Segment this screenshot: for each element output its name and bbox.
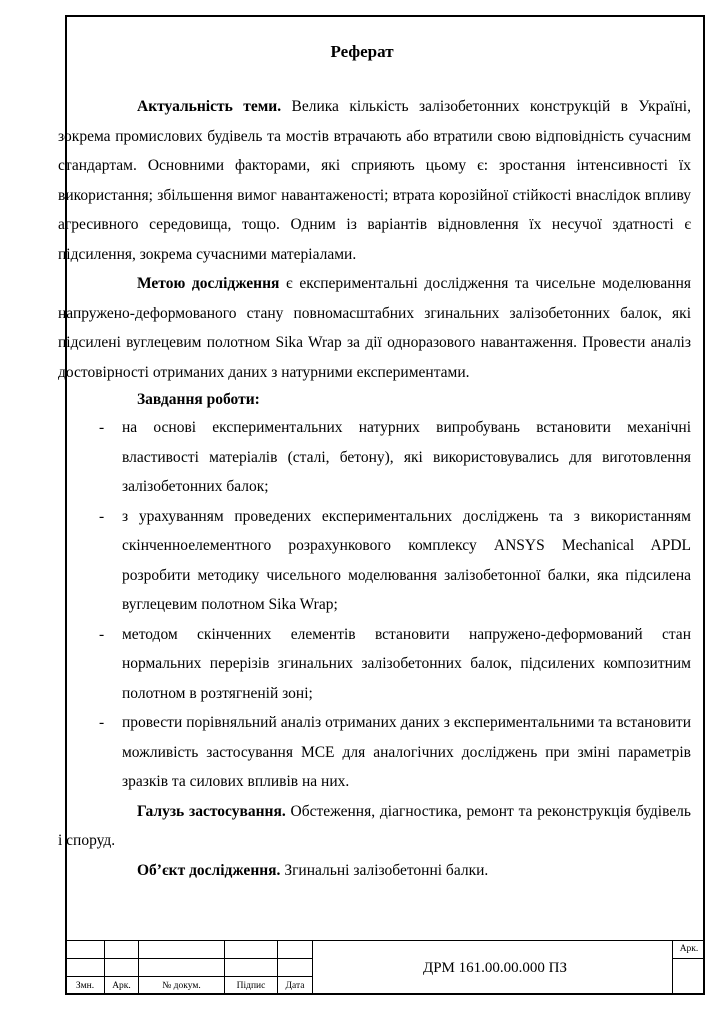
document-body [58, 92, 691, 885]
column-header: № докум. [139, 977, 225, 995]
title-block [65, 940, 705, 995]
task-text: на основі експериментальних натурних випробувань встановити механічні властивості матеріалів (сталі, бетону), які використовувались для виготовлення залізобетонних балок; [122, 419, 691, 495]
list-dash: - [99, 419, 105, 436]
task-text: методом скінченних елементів встановити напружено-деформований стан нормальних перерізів згинальних залізобетонних балок, підсилених композитним полотном в розтягненій зоні; [122, 625, 691, 702]
list-item [0, 620, 691, 709]
document-code: ДРМ 161.00.00.000 ПЗ [310, 940, 680, 996]
page-title: Реферат [330, 42, 394, 61]
relevance-label: Актуальність теми. [137, 98, 282, 115]
column-header: Арк. [105, 977, 139, 995]
task-text: провести порівняльний аналіз отриманих даних з експериментальними та встановити можливість застосування МСЕ для аналогічних досліджень при зміні параметрів зразків та силових впливів на них. [122, 714, 691, 790]
goal-label: Метою дослідження [137, 275, 280, 292]
list-dash: - [99, 625, 105, 643]
column-header: Змн. [66, 977, 105, 995]
revision-header-row [66, 977, 313, 995]
task-text: з урахуванням проведених експериментальних досліджень та з використанням скінченноелементного розрахункового комплексу ANSYS Mechanical APDL розробити методику чисельного моделювання залізобетонної балки, яка підсилена вуглецевим полотном Sika Wrap; [122, 507, 691, 613]
application-paragraph [58, 797, 691, 856]
sheet-number-cell [672, 940, 705, 995]
relevance-text: Велика кількість залізобетонних конструкцій в Україні, зокрема промислових будівель та мостів втрачають або втратили свою відповідність сучасним стандартам. Основними факторами, які сприяють цьому є: зростання інтенсивності їх використання; збільшення вимог навантаженості; втрата корозійної стійкості внаслідок впливу агресивного середовища, тощо. Одним із варіантів відновлення їх несучої здатності є підсилення, зокрема сучасними матеріалами. [58, 98, 691, 263]
tasks-list [0, 413, 691, 797]
list-dash: - [99, 714, 105, 731]
list-item [0, 708, 691, 797]
list-item [0, 413, 691, 502]
goal-paragraph [58, 269, 691, 387]
object-label: Об’єкт дослідження. [137, 861, 281, 879]
application-label: Галузь застосування. [137, 802, 286, 820]
goal-text: є експериментальні дослідження та чисельне моделювання напружено-деформованого стану повномасштабних згинальних залізобетонних балок, які підсилені вуглецевим полотном Sika Wrap за дії одноразового навантаження. Провести аналіз достовірності отриманих даних з натурними експериментами. [58, 275, 691, 381]
object-paragraph [58, 856, 691, 886]
tasks-heading: Завдання роботи: [137, 391, 260, 408]
revision-table [65, 940, 313, 995]
list-item [0, 502, 691, 620]
column-header: Дата [278, 977, 313, 995]
relevance-paragraph [58, 92, 691, 269]
sheet-label: Арк. [673, 941, 705, 959]
column-header: Підпис [225, 977, 278, 995]
list-dash: - [99, 507, 105, 525]
object-text: Згинальні залізобетонні балки. [280, 861, 489, 879]
application-text: Обстеження, діагностика, ремонт та реконструкція будівель і споруд. [58, 802, 691, 849]
